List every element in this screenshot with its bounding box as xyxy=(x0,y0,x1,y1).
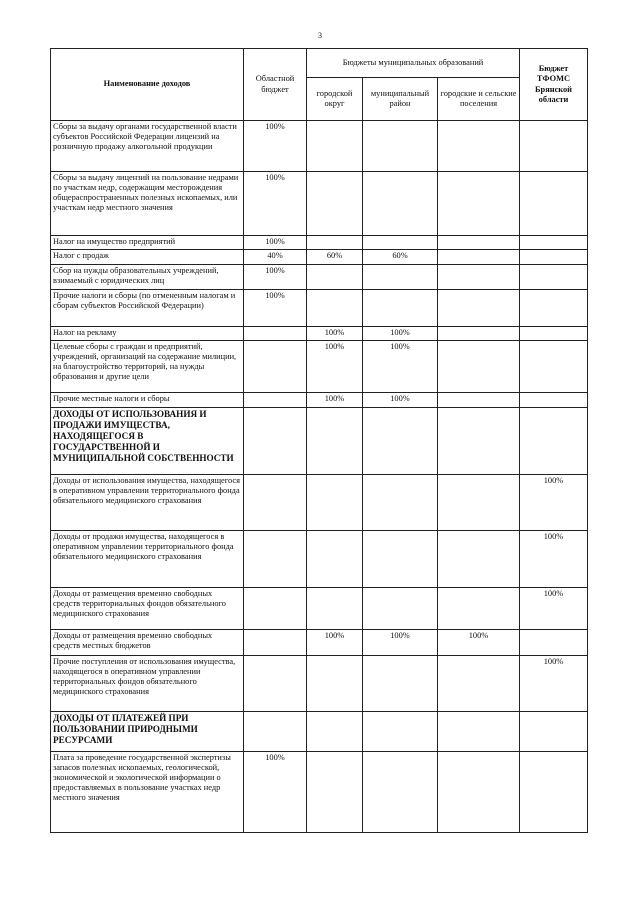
tfoms-value xyxy=(520,752,588,833)
section-header-row xyxy=(51,408,588,475)
tfoms-value xyxy=(520,630,588,656)
header-city-district: городской округ xyxy=(307,78,363,121)
city-district-value xyxy=(307,531,363,588)
revenue-name-cell: Доходы от использования имущества, находящегося в оперативном управлении территориального фонда обязательного медицинского страхования xyxy=(51,475,244,531)
settlements-value xyxy=(438,588,520,630)
table-row xyxy=(51,475,588,531)
city-district-value xyxy=(307,752,363,833)
table-row xyxy=(51,656,588,712)
tfoms-value xyxy=(520,265,588,290)
municipal-district-value: 100% xyxy=(363,630,438,656)
header-municipal-district: муниципальный район xyxy=(363,78,438,121)
settlements-value xyxy=(438,712,520,752)
city-district-value xyxy=(307,236,363,250)
municipal-district-value xyxy=(363,712,438,752)
municipal-district-value xyxy=(363,121,438,172)
municipal-district-value xyxy=(363,752,438,833)
revenue-name-cell: Сборы за выдачу органами государственной власти субъектов Российской Федерации лицензий на розничную продажу алкогольной продукции xyxy=(51,121,244,172)
table-row xyxy=(51,250,588,265)
city-district-value: 100% xyxy=(307,327,363,341)
settlements-value xyxy=(438,408,520,475)
settlements-value: 100% xyxy=(438,630,520,656)
municipal-district-value xyxy=(363,265,438,290)
municipal-district-value xyxy=(363,588,438,630)
settlements-value xyxy=(438,236,520,250)
regional-budget-value xyxy=(244,408,307,475)
municipal-district-value xyxy=(363,531,438,588)
municipal-district-value xyxy=(363,475,438,531)
tfoms-value: 100% xyxy=(520,588,588,630)
municipal-district-value xyxy=(363,656,438,712)
revenue-name-cell: Доходы от продажи имущества, находящегося в оперативном управлении территориального фонда обязательного медицинского страхования xyxy=(51,531,244,588)
settlements-value xyxy=(438,250,520,265)
revenue-name-cell: Налог с продаж xyxy=(51,250,244,265)
tfoms-value xyxy=(520,172,588,236)
tfoms-value: 100% xyxy=(520,475,588,531)
revenue-name-cell: Прочие поступления от использования имущества, находящегося в оперативном управлении территориальных фондов обязательного медицинского страхования xyxy=(51,656,244,712)
tfoms-value xyxy=(520,290,588,327)
revenue-name-cell: Плата за проведение государственной экспертизы запасов полезных ископаемых, геологической, экономической и экологической информации о предоставляемых в пользование участках недр местного значения xyxy=(51,752,244,833)
table-row xyxy=(51,341,588,393)
tfoms-value xyxy=(520,327,588,341)
settlements-value xyxy=(438,393,520,408)
city-district-value: 100% xyxy=(307,393,363,408)
regional-budget-value: 100% xyxy=(244,290,307,327)
tfoms-value: 100% xyxy=(520,656,588,712)
revenue-distribution-table xyxy=(50,48,588,833)
municipal-district-value: 100% xyxy=(363,341,438,393)
header-tfoms-budget: Бюджет ТФОМС Брянской области xyxy=(520,49,588,121)
tfoms-value xyxy=(520,250,588,265)
city-district-value xyxy=(307,712,363,752)
table-row xyxy=(51,121,588,172)
regional-budget-value xyxy=(244,393,307,408)
regional-budget-value xyxy=(244,712,307,752)
settlements-value xyxy=(438,265,520,290)
city-district-value xyxy=(307,172,363,236)
settlements-value xyxy=(438,341,520,393)
city-district-value: 60% xyxy=(307,250,363,265)
tfoms-value xyxy=(520,393,588,408)
regional-budget-value xyxy=(244,630,307,656)
city-district-value xyxy=(307,265,363,290)
table-row xyxy=(51,236,588,250)
revenue-name-cell: Сбор на нужды образовательных учреждений, взимаемый с юридических лиц xyxy=(51,265,244,290)
settlements-value xyxy=(438,752,520,833)
municipal-district-value xyxy=(363,290,438,327)
table-row xyxy=(51,172,588,236)
table-row xyxy=(51,752,588,833)
settlements-value xyxy=(438,656,520,712)
municipal-district-value xyxy=(363,236,438,250)
tfoms-value xyxy=(520,408,588,475)
revenue-name-cell: Прочие местные налоги и сборы xyxy=(51,393,244,408)
table-row xyxy=(51,393,588,408)
regional-budget-value: 100% xyxy=(244,121,307,172)
city-district-value: 100% xyxy=(307,341,363,393)
section-header-row xyxy=(51,712,588,752)
municipal-district-value: 100% xyxy=(363,327,438,341)
regional-budget-value: 40% xyxy=(244,250,307,265)
city-district-value xyxy=(307,408,363,475)
regional-budget-value: 100% xyxy=(244,236,307,250)
tfoms-value: 100% xyxy=(520,531,588,588)
city-district-value xyxy=(307,121,363,172)
table-row xyxy=(51,265,588,290)
regional-budget-value xyxy=(244,656,307,712)
tfoms-value xyxy=(520,341,588,393)
tfoms-value xyxy=(520,712,588,752)
municipal-district-value: 100% xyxy=(363,393,438,408)
settlements-value xyxy=(438,531,520,588)
city-district-value xyxy=(307,656,363,712)
regional-budget-value xyxy=(244,475,307,531)
revenue-name-cell: Доходы от размещения временно свободных средств территориальных фондов обязательного медицинского страхования xyxy=(51,588,244,630)
header-settlements: городские и сельские поселения xyxy=(438,78,520,121)
regional-budget-value: 100% xyxy=(244,172,307,236)
municipal-district-value xyxy=(363,408,438,475)
tfoms-value xyxy=(520,236,588,250)
revenue-name-cell: Целевые сборы с граждан и предприятий, учреждений, организаций на содержание милиции, на благоустройство территорий, на нужды образования и другие цели xyxy=(51,341,244,393)
city-district-value xyxy=(307,588,363,630)
table-row xyxy=(51,531,588,588)
regional-budget-value xyxy=(244,341,307,393)
regional-budget-value: 100% xyxy=(244,265,307,290)
regional-budget-value: 100% xyxy=(244,752,307,833)
table-row xyxy=(51,630,588,656)
page-number: 3 xyxy=(318,31,322,40)
regional-budget-value xyxy=(244,327,307,341)
revenue-name-cell: ДОХОДЫ ОТ ИСПОЛЬЗОВАНИЯ И ПРОДАЖИ ИМУЩЕСТВА, НАХОДЯЩЕГОСЯ В ГОСУДАРСТВЕННОЙ И МУНИЦИПАЛЬНОЙ СОБСТВЕННОСТИ xyxy=(51,408,244,475)
revenue-name-cell: Налог на рекламу xyxy=(51,327,244,341)
municipal-district-value xyxy=(363,172,438,236)
revenue-name-cell: Доходы от размещения временно свободных средств местных бюджетов xyxy=(51,630,244,656)
regional-budget-value xyxy=(244,531,307,588)
header-revenue-name: Наименование доходов xyxy=(51,49,244,121)
city-district-value: 100% xyxy=(307,630,363,656)
city-district-value xyxy=(307,475,363,531)
settlements-value xyxy=(438,290,520,327)
settlements-value xyxy=(438,327,520,341)
settlements-value xyxy=(438,172,520,236)
municipal-district-value: 60% xyxy=(363,250,438,265)
header-regional-budget: Областной бюджет xyxy=(244,49,307,121)
table-row xyxy=(51,588,588,630)
table-row xyxy=(51,290,588,327)
city-district-value xyxy=(307,290,363,327)
revenue-name-cell: ДОХОДЫ ОТ ПЛАТЕЖЕЙ ПРИ ПОЛЬЗОВАНИИ ПРИРОДНЫМИ РЕСУРСАМИ xyxy=(51,712,244,752)
revenue-name-cell: Налог на имущество предприятий xyxy=(51,236,244,250)
table-row xyxy=(51,327,588,341)
settlements-value xyxy=(438,475,520,531)
settlements-value xyxy=(438,121,520,172)
revenue-name-cell: Сборы за выдачу лицензий на пользование недрами по участкам недр, содержащим месторождения общераспространенных полезных ископаемых, или участкам недр местного значения xyxy=(51,172,244,236)
revenue-name-cell: Прочие налоги и сборы (по отмененным налогам и сборам субъектов Российской Федерации) xyxy=(51,290,244,327)
tfoms-value xyxy=(520,121,588,172)
regional-budget-value xyxy=(244,588,307,630)
header-municipal-budgets: Бюджеты муниципальных образований xyxy=(307,49,520,78)
